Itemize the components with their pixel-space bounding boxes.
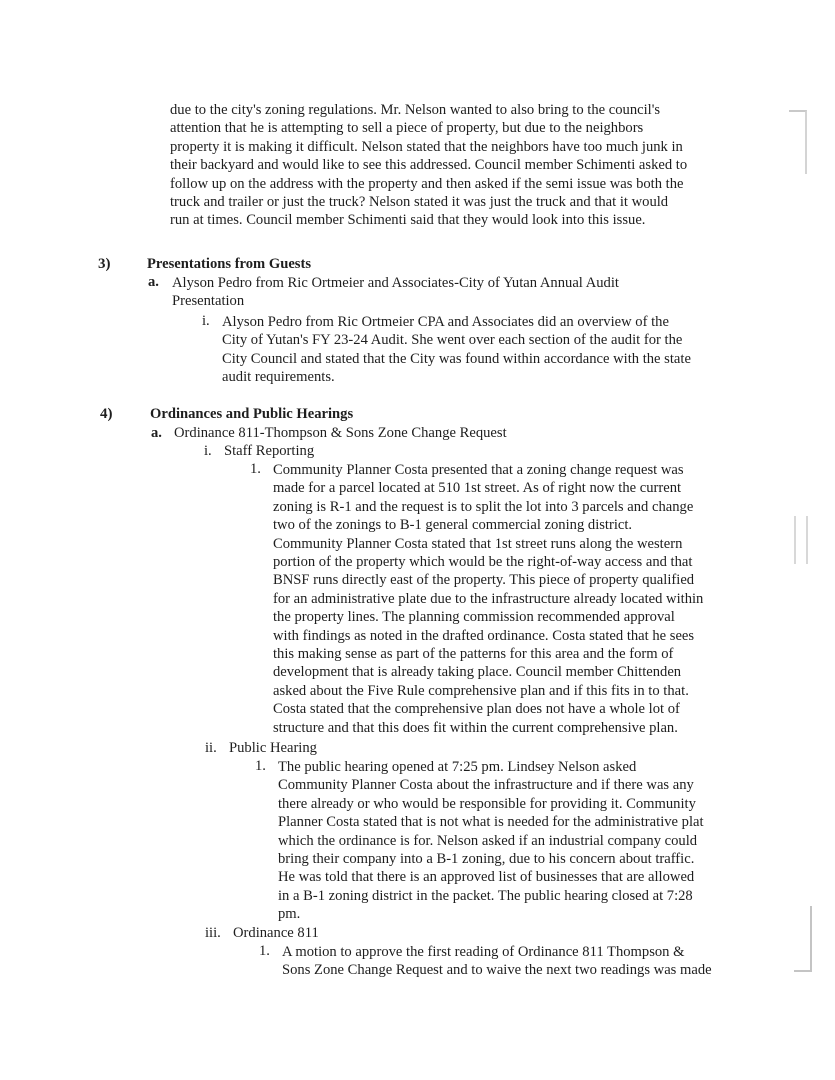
scan-artifact-middle	[794, 516, 808, 564]
item-line: made for a parcel located at 510 1st street. As of right now the current	[273, 480, 682, 497]
public-hearing-point-marker: 1.	[255, 758, 266, 774]
item-line: Community Planner Costa stated that 1st street runs along the western	[273, 535, 683, 552]
item-line: pm.	[278, 906, 301, 923]
item-line: which the ordinance is for. Nelson asked if an industrial company could	[278, 832, 698, 849]
item-line: bring their company into a B-1 zoning, due to his concern about traffic.	[278, 851, 695, 868]
scan-artifact-top	[789, 110, 807, 174]
section-3a-i-marker: i.	[202, 313, 210, 329]
section-3-title: Presentations from Guests	[147, 256, 312, 272]
item-line: City Council and stated that the City was found within accordance with the state	[222, 350, 691, 367]
paragraph-line: property it is making it difficult. Nelson stated that the neighbors have too much junk in	[170, 138, 683, 155]
section-4-number: 4)	[100, 406, 113, 422]
section-4a-ii-label: Public Hearing	[229, 740, 317, 756]
paragraph-line: run at times. Council member Schimenti said that they would look into this issue.	[170, 212, 646, 229]
paragraph-line: due to the city's zoning regulations. Mr. Nelson wanted to also bring to the council's	[170, 102, 661, 118]
staff-reporting-point-marker: 1.	[250, 461, 261, 477]
section-4a-marker: a.	[151, 425, 162, 441]
item-line: zoning is R-1 and the request is to split the lot into 3 parcels and change	[273, 498, 694, 515]
public-hearing-text	[278, 758, 704, 924]
item-line: structure and that this does fit within the current comprehensive plan.	[273, 719, 678, 736]
intro-paragraph	[170, 101, 687, 230]
item-line: Costa stated that the comprehensive plan does not have a whole lot of	[273, 701, 680, 718]
item-line: BNSF runs directly east of the property. This piece of property qualified	[273, 572, 695, 589]
ordinance-811-point-marker: 1.	[259, 943, 270, 959]
section-4a-iii-marker: iii.	[205, 925, 221, 941]
item-line: He was told that there is an approved list of businesses that are allowed	[278, 869, 695, 886]
item-line: asked about the Five Rule comprehensive plan and if this fits in to that.	[273, 682, 689, 699]
section-4-title: Ordinances and Public Hearings	[150, 406, 354, 422]
section-4a-i-label: Staff Reporting	[224, 443, 315, 459]
section-3a-marker: a.	[148, 274, 159, 290]
item-line: Community Planner Costa presented that a zoning change request was	[273, 462, 684, 478]
item-line: in a B-1 zoning district in the packet. The public hearing closed at 7:28	[278, 887, 693, 904]
item-line: this making sense as part of the patterns for this area and the form of	[273, 646, 674, 663]
ordinance-811-text	[282, 943, 712, 980]
item-line: for an administrative plate due to the infrastructure already located within	[273, 590, 704, 607]
item-line: Alyson Pedro from Ric Ortmeier and Associates-City of Yutan Annual Audit	[172, 275, 619, 291]
paragraph-line: attention that he is attempting to sell a piece of property, but due to the neighbors	[170, 120, 644, 137]
scan-artifact-bottom	[794, 906, 812, 972]
staff-reporting-text	[273, 461, 703, 737]
paragraph-line: follow up on the address with the property and then asked if the semi issue was both the	[170, 175, 684, 192]
section-4a-i-marker: i.	[204, 443, 212, 459]
item-line: Planner Costa stated that is not what is needed for the administrative plat	[278, 814, 704, 831]
paragraph-line: their backyard and would like to see this addressed. Council member Schimenti asked to	[170, 157, 688, 174]
item-line: Presentation	[172, 293, 245, 310]
item-line: Community Planner Costa about the infrastructure and if there was any	[278, 777, 694, 794]
item-line: Alyson Pedro from Ric Ortmeier CPA and Associates did an overview of the	[222, 314, 669, 330]
item-line: development that is already taking place. Council member Chittenden	[273, 664, 682, 681]
section-4a-iii-label: Ordinance 811	[233, 925, 319, 941]
section-4a-label: Ordinance 811-Thompson & Sons Zone Change Request	[174, 425, 507, 441]
item-line: portion of the property which would be the right-of-way access and that	[273, 554, 693, 571]
item-line: City of Yutan's FY 23-24 Audit. She went over each section of the audit for the	[222, 332, 683, 349]
item-line: the property lines. The planning commission recommended approval	[273, 609, 675, 626]
item-line: The public hearing opened at 7:25 pm. Lindsey Nelson asked	[278, 759, 637, 775]
item-line: two of the zonings to B-1 general commercial zoning district.	[273, 517, 633, 534]
section-3-number: 3)	[98, 256, 111, 272]
item-line: Sons Zone Change Request and to waive the next two readings was made	[282, 962, 712, 979]
item-line: audit requirements.	[222, 369, 335, 386]
section-4a-ii-marker: ii.	[205, 740, 217, 756]
item-line: with findings as noted in the drafted ordinance. Costa stated that he sees	[273, 627, 695, 644]
section-3a-i-text	[222, 313, 691, 387]
item-line: there already or who would be responsible for providing it. Community	[278, 795, 696, 812]
paragraph-line: truck and trailer or just the truck? Nelson stated it was just the truck and that it would	[170, 194, 669, 211]
section-3a-text	[172, 274, 619, 311]
item-line: A motion to approve the first reading of Ordinance 811 Thompson &	[282, 944, 685, 960]
